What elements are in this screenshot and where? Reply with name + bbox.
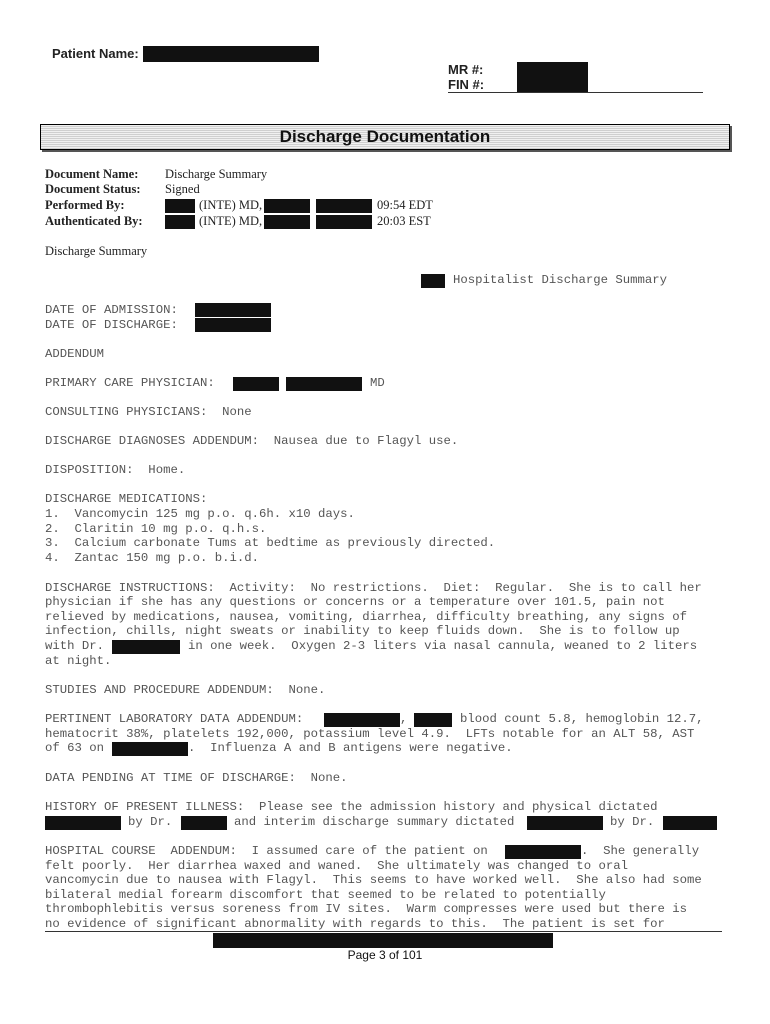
course-line: no evidence of significant abnormality with regards to this. The patient is set for (45, 917, 665, 931)
redacted-admission-date (195, 303, 271, 317)
pcp-suffix: MD (370, 376, 385, 390)
redacted-authenticator (165, 215, 195, 229)
instructions-line: infection, chills, night sweats or inability to keep fluids down. She is to follow up (45, 624, 680, 638)
instructions-line: at night. (45, 654, 112, 668)
lab-line: , (400, 712, 408, 726)
redacted-authenticated-date (316, 215, 372, 229)
medication-item: 1. Vancomycin 125 mg p.o. q.6h. x10 days. (45, 507, 355, 521)
hpi-line: HISTORY OF PRESENT ILLNESS: Please see the admission history and physical dictated (45, 800, 658, 814)
hpi-line: by Dr. (610, 815, 655, 829)
performed-by-value: (INTE) MD, (199, 198, 263, 212)
course-line: bilateral medial forearm discomfort that seemed to be related to potentially (45, 888, 606, 902)
document-status-label: Document Status: (45, 182, 141, 196)
discharge-date-label: DATE OF DISCHARGE: (45, 318, 178, 332)
redacted-pcp-last (286, 377, 362, 391)
redacted-interim-date (527, 816, 603, 830)
redacted-performed-date (316, 199, 372, 213)
consulting-physicians: CONSULTING PHYSICIANS: None (45, 405, 252, 419)
redacted-hpi-doctor (181, 816, 227, 830)
medication-item: 3. Calcium carbonate Tums at bedtime as previously directed. (45, 536, 496, 550)
course-line: felt poorly. Her diarrhea waxed and waned. She ultimately was changed to oral (45, 859, 628, 873)
instructions-line: in one week. Oxygen 2-3 liters via nasal cannula, weaned to 2 liters (188, 639, 698, 653)
patient-name-label: Patient Name: (52, 46, 139, 61)
redacted-interim-doctor (663, 816, 717, 830)
redacted-authenticator-name (264, 215, 310, 229)
performed-by-label: Performed By: (45, 198, 125, 212)
redacted-pcp-first (233, 377, 279, 391)
redacted-patient-name (143, 46, 319, 62)
medications-heading: DISCHARGE MEDICATIONS: (45, 492, 208, 506)
document-name-value: Discharge Summary (165, 167, 268, 181)
redacted-footer-info (213, 933, 553, 948)
document-status-value: Signed (165, 182, 200, 196)
course-line: thrombophlebitis versus soreness from IV sites. Warm compresses were used but there is (45, 902, 688, 916)
mr-label: MR #: (448, 62, 484, 77)
redacted-discharge-date (195, 318, 271, 332)
course-line: vancomycin due to nausea with Flagyl. This seems to have worked well. She also had some (45, 873, 702, 887)
redacted-followup-doctor (112, 640, 180, 654)
instructions-line: with Dr. (45, 639, 105, 653)
page-number: Page 3 of 101 (347, 948, 423, 962)
addendum-heading: ADDENDUM (45, 347, 105, 361)
authenticated-by-label: Authenticated By: (45, 214, 143, 228)
redacted-performer (165, 199, 195, 213)
instructions-line: relieved by medications, nausea, vomiting, diarrhea, difficulty breathing, any signs of (45, 610, 688, 624)
disposition: DISPOSITION: Home. (45, 463, 186, 477)
authenticated-by-value: (INTE) MD, (199, 214, 263, 228)
lab-line: of 63 on (45, 741, 105, 755)
studies-addendum: STUDIES AND PROCEDURE ADDENDUM: None. (45, 683, 326, 697)
document-title-box (40, 124, 730, 150)
authenticated-time: 20:03 EST (377, 214, 431, 228)
redacted-facility (421, 274, 445, 288)
course-line: HOSPITAL COURSE ADDENDUM: I assumed care of the patient on (45, 844, 488, 858)
medication-item: 4. Zantac 150 mg p.o. b.i.d. (45, 551, 260, 565)
data-pending: DATA PENDING AT TIME OF DISCHARGE: None. (45, 771, 348, 785)
redacted-performer-name (264, 199, 310, 213)
fin-label: FIN #: (448, 77, 485, 92)
lab-line: hematocrit 38%, platelets 192,000, potassium level 4.9. LFTs notable for an ALT 58, AST (45, 727, 695, 741)
document-name-label: Document Name: (45, 167, 139, 181)
report-title: Hospitalist Discharge Summary (453, 273, 668, 287)
redacted-mr-fin (517, 62, 588, 92)
instructions-line: DISCHARGE INSTRUCTIONS: Activity: No restrictions. Diet: Regular. She is to call her (45, 581, 702, 595)
document-title: Discharge Documentation (279, 127, 491, 146)
lab-line: . Influenza A and B antigens were negative. (188, 741, 513, 755)
instructions-line: physician if she has any questions or concerns or a temperature over 101.5, pain not (45, 595, 665, 609)
lab-line: blood count 5.8, hemoglobin 12.7, (460, 712, 704, 726)
header-rule (448, 92, 703, 93)
redacted-lft-date (112, 742, 188, 756)
redacted-hpi-date (45, 816, 121, 830)
performed-time: 09:54 EDT (377, 198, 433, 212)
redacted-lab-date (324, 713, 400, 727)
medication-item: 2. Claritin 10 mg p.o. q.h.s. (45, 522, 267, 536)
hpi-line: by Dr. (128, 815, 173, 829)
admission-date-label: DATE OF ADMISSION: (45, 303, 178, 317)
redacted-care-date (505, 845, 581, 859)
course-line: . She generally (581, 844, 700, 858)
lab-line: PERTINENT LABORATORY DATA ADDENDUM: (45, 712, 304, 726)
pcp-label: PRIMARY CARE PHYSICIAN: (45, 376, 215, 390)
section-title: Discharge Summary (45, 244, 148, 258)
footer-rule (45, 931, 722, 932)
redacted-lab-item (414, 713, 452, 727)
discharge-diagnoses: DISCHARGE DIAGNOSES ADDENDUM: Nausea due to Flagyl use. (45, 434, 459, 448)
hpi-line: and interim discharge summary dictated (234, 815, 515, 829)
